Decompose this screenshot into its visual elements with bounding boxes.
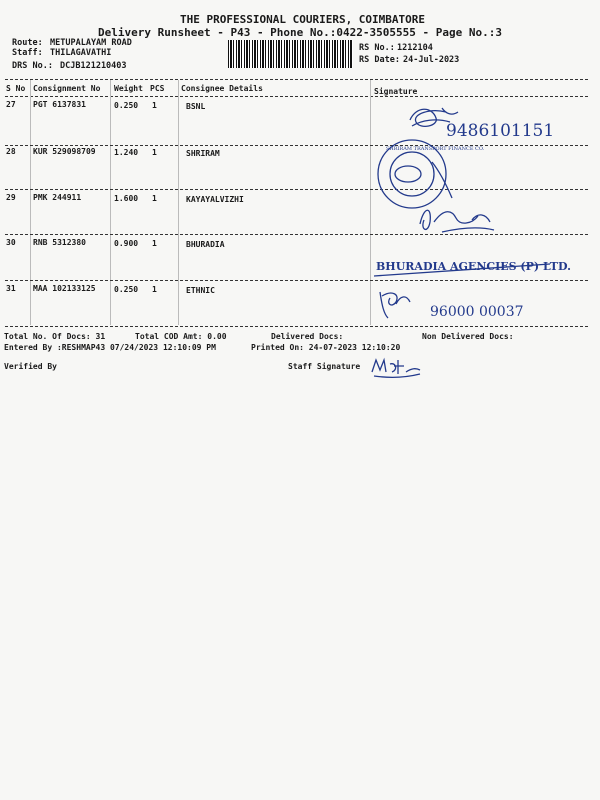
- row-pcs: 1: [152, 285, 157, 294]
- verified-by: Verified By: [4, 362, 57, 371]
- row-consignment: KUR 529098709: [33, 147, 96, 156]
- row-consignee: ETHNIC: [186, 286, 215, 295]
- staff-label: Staff:: [12, 48, 43, 58]
- row-consignment: PGT 6137831: [33, 100, 86, 109]
- col-sno: S No: [6, 84, 26, 93]
- table-top-rule: [5, 79, 588, 80]
- stamp-bhuradia-text: BHURADIA AGENCIES (P) LTD.: [376, 260, 571, 273]
- staff-signature-label: Staff Signature: [288, 362, 361, 371]
- row-pcs: 1: [152, 148, 157, 157]
- row-weight: 1.600: [114, 194, 139, 203]
- route-label: Route:: [12, 38, 43, 48]
- signature-29: [420, 210, 494, 232]
- signature-area: [372, 92, 592, 328]
- delivered-docs: Delivered Docs:: [271, 332, 344, 341]
- drs-label: DRS No.:: [12, 61, 53, 71]
- col-consignment: Consignment No: [33, 84, 101, 93]
- row-pcs: 1: [152, 101, 157, 110]
- route-value: METUPALAYAM ROAD: [50, 38, 132, 48]
- company-name: THE PROFESSIONAL COURIERS, COIMBATORE: [180, 13, 426, 26]
- stamp-shriram: [378, 140, 485, 208]
- row-consignee: BSNL: [186, 102, 206, 111]
- row-weight: 0.900: [114, 239, 139, 248]
- rs-date-value: 24-Jul-2023: [403, 55, 460, 65]
- row-sno: 27: [6, 100, 16, 109]
- total-cod: Total COD Amt: 0.00: [135, 332, 227, 341]
- staff-value: THILAGAVATHI: [50, 48, 112, 58]
- rs-no-label: RS No.:: [359, 43, 395, 53]
- row-consignee: BHURADIA: [186, 240, 225, 249]
- row-weight: 0.250: [114, 101, 139, 110]
- total-docs: Total No. Of Docs: 31: [4, 332, 106, 341]
- row-sno: 29: [6, 193, 16, 202]
- staff-signature: [368, 356, 424, 380]
- row-pcs: 1: [152, 194, 157, 203]
- row-sno: 28: [6, 147, 16, 156]
- row-consignment: RNB 5312380: [33, 238, 86, 247]
- col-signature: Signature: [374, 87, 418, 96]
- entered-by: Entered By :RESHMAP43 07/24/2023 12:10:09 PM: [4, 343, 216, 352]
- col-pcs: PCS: [150, 84, 165, 93]
- signature-27: [410, 108, 554, 141]
- col-sep: [30, 80, 31, 325]
- stamp-bhuradia: [374, 260, 571, 276]
- col-sep: [370, 80, 371, 325]
- row-sno: 31: [6, 284, 16, 293]
- row-pcs: 1: [152, 239, 157, 248]
- row-consignee: SHRIRAM: [186, 149, 220, 158]
- row-sno: 30: [6, 238, 16, 247]
- col-sep: [110, 80, 111, 325]
- drs-value: DCJB121210403: [60, 61, 127, 71]
- row-weight: 0.250: [114, 285, 139, 294]
- col-sep: [178, 80, 179, 325]
- rs-date-label: RS Date:: [359, 55, 400, 65]
- runsheet-subtitle: Delivery Runsheet - P43 - Phone No.:0422-3505555 - Page No.:3: [98, 26, 502, 39]
- row-consignment: MAA 102133125: [33, 284, 96, 293]
- row-consignee: KAYAYALVIZHI: [186, 195, 244, 204]
- row-weight: 1.240: [114, 148, 139, 157]
- col-consignee: Consignee Details: [181, 84, 263, 93]
- printed-on: Printed On: 24-07-2023 12:10:20: [251, 343, 401, 352]
- signature-31: [380, 292, 524, 320]
- non-delivered-docs: Non Delivered Docs:: [422, 332, 514, 341]
- rs-no-value: 1212104: [397, 43, 433, 53]
- row27-phone: 9486101151: [446, 121, 555, 141]
- row31-phone: 96000 00037: [430, 304, 524, 320]
- row-consignment: PMK 244911: [33, 193, 82, 202]
- stamp-ring-text: SHRIRAM TRANSPORT FINANCE CO.: [386, 146, 485, 152]
- barcode-image: [228, 40, 353, 68]
- col-weight: Weight: [114, 84, 143, 93]
